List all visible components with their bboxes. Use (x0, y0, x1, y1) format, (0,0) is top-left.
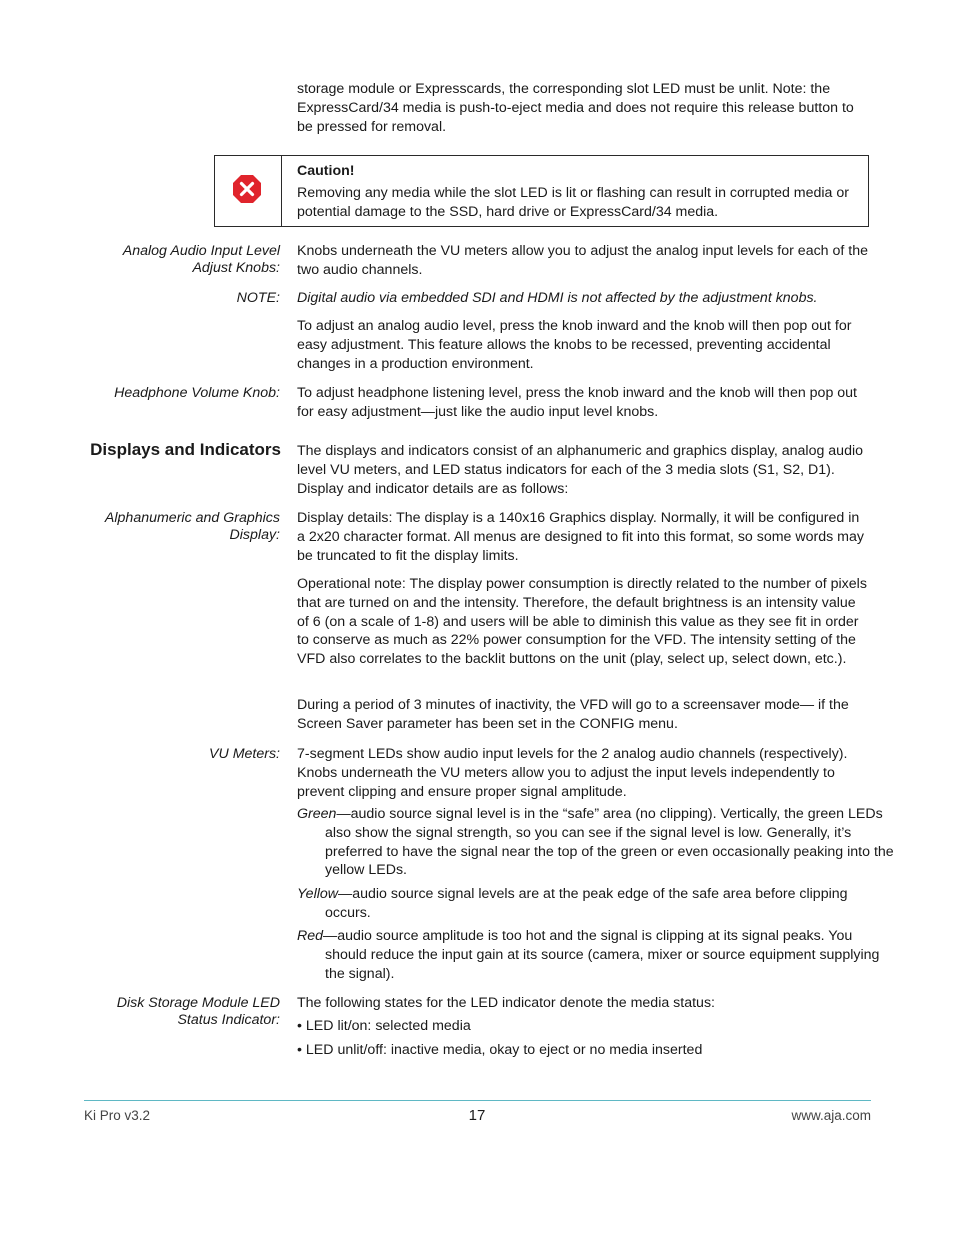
footer-left: Ki Pro v3.2 (84, 1108, 151, 1123)
headphone-label: Headphone Volume Knob: (114, 385, 280, 401)
caution-text: Removing any media while the slot LED is lit or flashing can result in corrupted media or potential damage to the SSD, hard drive or ExpressCard/34 media. (297, 184, 849, 220)
vu-label: VU Meters: (209, 746, 280, 762)
disk-label: Disk Storage Module LED Status Indicator: (116, 995, 280, 1028)
displays-text: The displays and indicators consist of an alphanumeric and graphics display, analog audio level VU meters, and LED status indicators for each of the 3 media slots (S1, S2, D1). Display and indicator details are as follows: (297, 443, 864, 497)
vu-yellow-term: Yellow (297, 886, 339, 902)
alnum-p1: Display details: The display is a 140x16 Graphics display. Normally, it will be configured in a 2x20 character format. All menus are designed to fit into this format, so some words may be truncated to fit the display limits. (297, 510, 864, 564)
caution-box (214, 155, 869, 227)
disk-bullet-1: • LED lit/on: selected media (297, 1018, 471, 1034)
stop-x-icon (232, 174, 262, 204)
vu-green-text: —audio source signal level is in the “safe” area (no clipping). Vertically, the green LEDs also show the signal strength, so you can see if the signal level is low. Generally, it’s preferred to have the signal near the top of the green or even occasionally peaking into the yellow LEDs. (325, 806, 894, 879)
analog-knobs-label: Analog Audio Input Level Adjust Knobs: (122, 243, 280, 276)
disk-bullet-1-text: LED lit/on: selected media (305, 1018, 471, 1034)
disk-bullet-2: • LED unlit/off: inactive media, okay to eject or no media inserted (297, 1042, 703, 1058)
page-number: 17 (468, 1107, 486, 1124)
vu-green-term: Green (297, 806, 337, 822)
alnum-p2: Operational note: The display power consumption is directly related to the number of pixels that are turned on and the intensity. Therefore, the default brightness is an intensity value of 6 (on a scale of 1-8) and users will be able to diminish this value as they see fit in order to conserve as much as 22% power consumption for the VFD. The intensity setting of the VFD also correlates to the backlit buttons on the unit (play, select up, select down, etc.). (297, 576, 867, 668)
vu-red-item (297, 927, 897, 983)
vu-red-term: Red (297, 928, 324, 944)
footer-rule (84, 1100, 871, 1101)
disk-text: The following states for the LED indicator denote the media status: (297, 995, 715, 1011)
alnum-label: Alphanumeric and Graphics Display: (104, 510, 280, 543)
caution-title: Caution! (297, 163, 355, 179)
vu-p1: 7-segment LEDs show audio input levels for the 2 analog audio channels (respectively). Knobs underneath the VU meters allow you to adjust the input levels independently to prevent clipping and ensure proper signal amplitude. (297, 746, 848, 800)
note-label: NOTE: (236, 290, 280, 306)
vu-green-item (297, 805, 897, 880)
analog-knobs-text: Knobs underneath the VU meters allow you to adjust the analog input levels for each of the two audio channels. (297, 243, 869, 278)
intro-paragraph: storage module or Expresscards, the corresponding slot LED must be unlit. Note: the ExpressCard/34 media is push-to-eject media and does not require this release button to be pressed for removal. (297, 81, 854, 135)
vu-red-text: —audio source amplitude is too hot and the signal is clipping at its signal peaks. You should reduce the input gain at its source (camera, mixer or source equipment supplying the signal). (323, 928, 880, 982)
disk-bullet-2-text: LED unlit/off: inactive media, okay to eject or no media inserted (305, 1042, 703, 1058)
headphone-text: To adjust headphone listening level, press the knob inward and the knob will then pop out for easy adjustment—just like the audio input level knobs. (297, 385, 857, 420)
analog-knobs-text-2: To adjust an analog audio level, press the knob inward and the knob will then pop out for easy adjustment. This feature allows the knobs to be recessed, preventing accidental changes in a production environment. (297, 318, 852, 372)
note-text: Digital audio via embedded SDI and HDMI is not affected by the adjustment knobs. (297, 290, 818, 306)
vu-yellow-text: —audio source signal levels are at the peak edge of the safe area before clipping occurs. (325, 886, 848, 921)
footer-right: www.aja.com (791, 1108, 871, 1123)
displays-heading: Displays and Indicators (90, 440, 281, 459)
caution-divider (281, 156, 282, 226)
alnum-p3: During a period of 3 minutes of inactivity, the VFD will go to a screensaver mode— if the Screen Saver parameter has been set in the CONFIG menu. (297, 697, 849, 732)
caution-content (297, 162, 857, 221)
vu-yellow-item (297, 885, 897, 923)
